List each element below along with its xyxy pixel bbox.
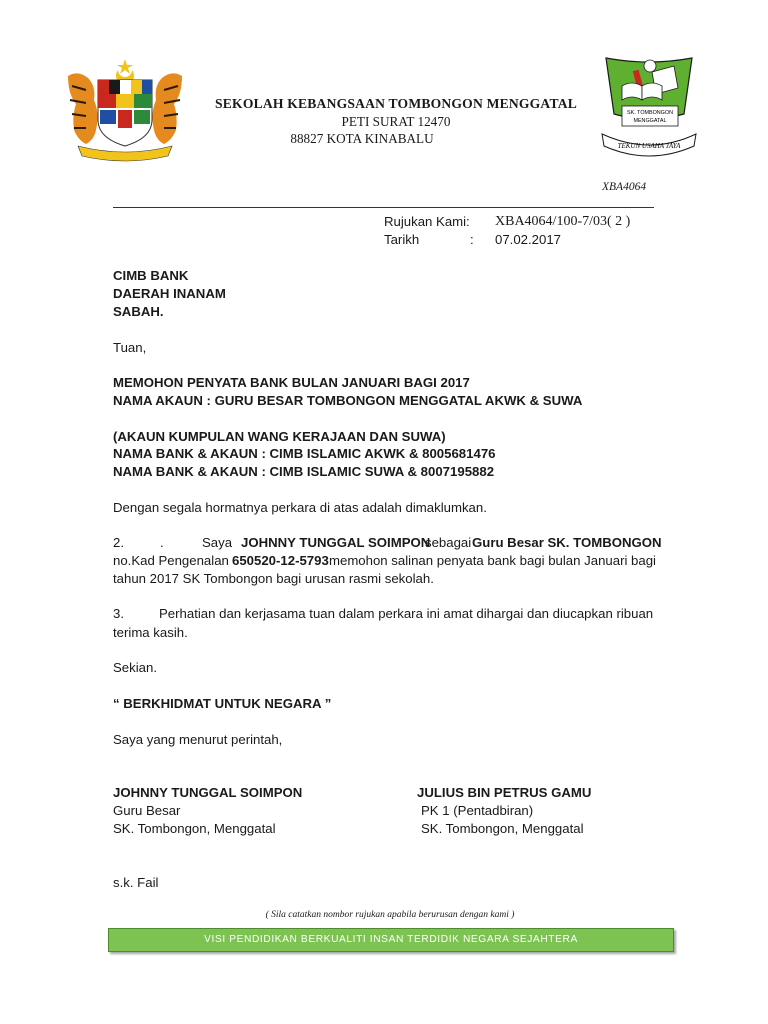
paragraph-2-number: 2. xyxy=(113,535,124,550)
right-signatory-org: SK. Tombongon, Menggatal xyxy=(421,821,584,836)
recipient-line-3: SABAH. xyxy=(113,304,164,319)
right-signatory-name: JULIUS BIN PETRUS GAMU xyxy=(417,785,592,800)
paragraph-2-rest: memohon salinan penyata bank bagi bulan Januari bagi xyxy=(329,553,656,568)
subject-line-4: NAMA BANK & AKAUN : CIMB ISLAMIC AKWK & 8005681476 xyxy=(113,446,496,461)
ic-label: no.Kad Pengenalan xyxy=(113,553,229,568)
paragraph-2-line-3: tahun 2017 SK Tombongon bagi urusan rasmi sekolah. xyxy=(113,571,434,586)
right-signatory-title: PK 1 (Pentadbiran) xyxy=(421,803,534,818)
reference-label: Rujukan Kami xyxy=(384,214,467,229)
school-name: SEKOLAH KEBANGSAAN TOMBONGON MENGGATAL xyxy=(215,96,577,111)
headmaster-name: JOHNNY TUNGGAL SOIMPON xyxy=(241,535,431,550)
left-signatory-org: SK. Tombongon, Menggatal xyxy=(113,821,276,836)
left-signatory-name: JOHNNY TUNGGAL SOIMPON xyxy=(113,785,303,800)
date-colon: : xyxy=(470,232,474,247)
svg-text:MENGGATAL: MENGGATAL xyxy=(633,118,667,124)
reference-colon: : xyxy=(466,214,470,229)
left-signatory-title: Guru Besar xyxy=(113,803,181,818)
subject-line-3: (AKAUN KUMPULAN WANG KERAJAAN DAN SUWA) xyxy=(113,429,446,444)
paragraph-3-number: 3. xyxy=(113,606,124,621)
date-value: 07.02.2017 xyxy=(495,232,562,247)
paragraph-3-line-2: terima kasih. xyxy=(113,625,188,640)
paragraph-3-line-1: Perhatian dan kerjasama tuan dalam perkara ini amat dihargai dan diucapkan ribuan xyxy=(159,606,654,621)
headmaster-title: Guru Besar SK. TOMBONGON xyxy=(472,535,662,550)
reference-value: XBA4064/100-7/03( 2 ) xyxy=(495,214,631,229)
sekian: Sekian. xyxy=(113,660,157,675)
ic-number: 650520-12-5793 xyxy=(232,553,329,568)
school-logo xyxy=(600,56,698,158)
footer-note: ( Sila catatkan nombor rujukan apabila berurusan dengan kami ) xyxy=(265,910,515,920)
recipient-line-2: DAERAH INANAM xyxy=(113,286,226,301)
subject-line-5: NAMA BANK & AKAUN : CIMB ISLAMIC SUWA & 8007195882 xyxy=(113,464,495,479)
motto: “ BERKHIDMAT UNTUK NEGARA ” xyxy=(113,696,332,711)
date-label: Tarikh xyxy=(384,232,420,247)
form-code: XBA4064 xyxy=(602,181,647,193)
subject-line-2: NAMA AKAUN : GURU BESAR TOMBONGON MENGGATAL AKWK & SUWA xyxy=(113,393,583,408)
recipient-line-1: CIMB BANK xyxy=(113,268,189,283)
paragraph-2-saya: Saya xyxy=(202,535,233,550)
salutation: Tuan, xyxy=(113,340,147,355)
svg-text:TEKUN USAHA JAYA: TEKUN USAHA JAYA xyxy=(617,142,681,150)
subject-line-1: MEMOHON PENYATA BANK BULAN JANUARI BAGI 2017 xyxy=(113,375,470,390)
carbon-copy: s.k. Fail xyxy=(113,875,159,890)
header-divider xyxy=(113,207,654,208)
paragraph-2-sebagai: sebagai xyxy=(425,535,472,550)
intro-paragraph: Dengan segala hormatnya perkara di atas adalah dimaklumkan. xyxy=(113,500,487,515)
svg-text:SK. TOMBONGON: SK. TOMBONGON xyxy=(627,110,673,116)
coat-of-arms-logo xyxy=(60,56,190,164)
po-box: PETI SURAT 12470 xyxy=(341,114,451,129)
closing: Saya yang menurut perintah, xyxy=(113,732,283,747)
city-address: 88827 KOTA KINABALU xyxy=(290,131,434,146)
paragraph-2-dot: . xyxy=(160,535,164,550)
vision-banner: VISI PENDIDIKAN BERKUALITI INSAN TERDIDIK NEGARA SEJAHTERA xyxy=(108,928,674,952)
